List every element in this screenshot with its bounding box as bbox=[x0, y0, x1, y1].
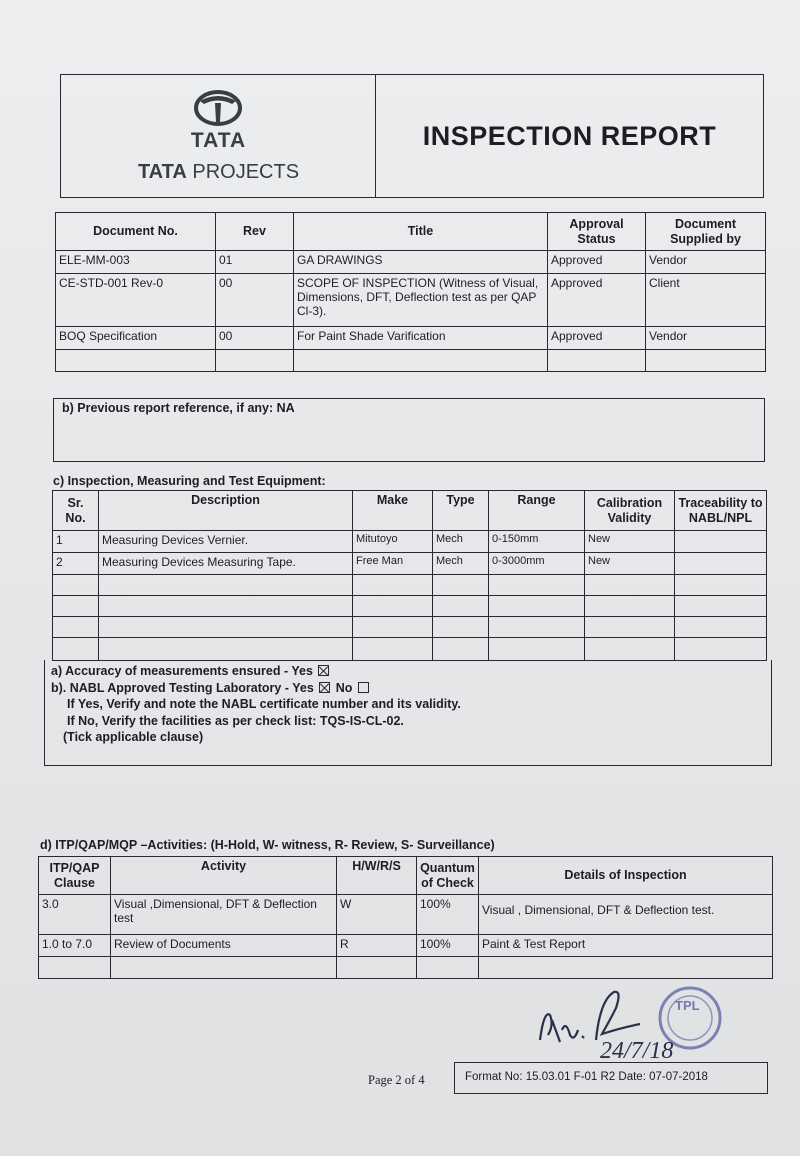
cell: For Paint Shade Varification bbox=[294, 327, 548, 350]
cell bbox=[99, 617, 353, 638]
col-make: Make bbox=[353, 491, 433, 531]
note-line: If Yes, Verify and note the NABL certificate number and its validity. bbox=[67, 697, 461, 711]
col-title: Title bbox=[294, 213, 548, 251]
format-number: Format No: 15.03.01 F-01 R2 Date: 07-07-2018 bbox=[454, 1062, 768, 1094]
cell bbox=[585, 596, 675, 617]
table-row bbox=[53, 553, 767, 575]
col-range: Range bbox=[489, 491, 585, 531]
note-line: If No, Verify the facilities as per check list: TQS-IS-CL-02. bbox=[67, 713, 404, 728]
activities-table bbox=[38, 856, 773, 979]
cell bbox=[353, 617, 433, 638]
col-supplied-by: Document Supplied by bbox=[646, 213, 766, 251]
cell: 100% bbox=[417, 935, 479, 957]
col-document-no: Document No. bbox=[56, 213, 216, 251]
cell bbox=[216, 350, 294, 372]
cell: CE-STD-001 Rev-0 bbox=[56, 274, 216, 327]
note-accuracy: a) Accuracy of measurements ensured - Yes bbox=[51, 663, 765, 680]
cell: 00 bbox=[216, 327, 294, 350]
table-row bbox=[53, 596, 767, 617]
cell bbox=[353, 575, 433, 596]
cell bbox=[489, 638, 585, 661]
checkbox-checked[interactable] bbox=[318, 665, 329, 676]
activities-heading: d) ITP/QAP/MQP –Activities: (H-Hold, W- witness, R- Review, S- Surveillance) bbox=[40, 838, 495, 852]
checkbox-yes-checked[interactable] bbox=[319, 682, 330, 693]
cell: Measuring Devices Vernier. bbox=[99, 531, 353, 553]
cell: Client bbox=[646, 274, 766, 327]
cell: GA DRAWINGS bbox=[294, 251, 548, 274]
previous-report-label: b) Previous report reference, if any: NA bbox=[62, 401, 295, 415]
company-logo bbox=[61, 75, 376, 197]
page-number: Page 2 of 4 bbox=[368, 1073, 425, 1087]
table-row bbox=[56, 274, 766, 327]
previous-report-box bbox=[53, 398, 765, 462]
cell: Mitutoyo bbox=[353, 531, 433, 553]
cell: Mech bbox=[433, 553, 489, 575]
table-row bbox=[56, 327, 766, 350]
note-line: (Tick applicable clause) bbox=[63, 730, 204, 744]
cell: BOQ Specification bbox=[56, 327, 216, 350]
cell bbox=[433, 596, 489, 617]
cell: Vendor bbox=[646, 251, 766, 274]
note-nabl: b). NABL Approved Testing Laboratory - Yes No bbox=[51, 680, 765, 697]
table-row bbox=[39, 895, 773, 935]
col-calibration-validity: Calibration Validity bbox=[585, 491, 675, 531]
col-type: Type bbox=[433, 491, 489, 531]
cell: 00 bbox=[216, 274, 294, 327]
col-approval-status: Approval Status bbox=[548, 213, 646, 251]
equipment-heading: c) Inspection, Measuring and Test Equipment: bbox=[53, 474, 326, 488]
documents-table bbox=[55, 212, 766, 372]
cell: Free Man bbox=[353, 553, 433, 575]
cell: Vendor bbox=[646, 327, 766, 350]
cell bbox=[39, 957, 111, 979]
cell: Paint & Test Report bbox=[479, 935, 773, 957]
page-title: INSPECTION REPORT bbox=[422, 120, 717, 151]
table-row bbox=[39, 957, 773, 979]
cell: Review of Documents bbox=[111, 935, 337, 957]
checkbox-no[interactable] bbox=[358, 682, 369, 693]
svg-text:24/7/18: 24/7/18 bbox=[600, 1038, 674, 1064]
cell bbox=[585, 638, 675, 661]
cell bbox=[56, 350, 216, 372]
cell bbox=[353, 596, 433, 617]
table-row bbox=[53, 575, 767, 596]
table-row bbox=[53, 531, 767, 553]
equipment-notes bbox=[44, 660, 772, 766]
cell bbox=[433, 617, 489, 638]
cell: New bbox=[585, 553, 675, 575]
cell bbox=[433, 638, 489, 661]
cell bbox=[675, 531, 767, 553]
cell: SCOPE OF INSPECTION (Witness of Visual, Dimensions, DFT, Deflection test as per QAP Cl-3). bbox=[294, 274, 548, 327]
cell bbox=[53, 596, 99, 617]
report-header bbox=[60, 74, 764, 198]
cell bbox=[585, 575, 675, 596]
cell bbox=[99, 596, 353, 617]
signature-stamp bbox=[530, 980, 740, 1065]
cell bbox=[489, 617, 585, 638]
cell bbox=[353, 638, 433, 661]
cell bbox=[675, 575, 767, 596]
cell: 2 bbox=[53, 553, 99, 575]
cell bbox=[433, 575, 489, 596]
cell: 3.0 bbox=[39, 895, 111, 935]
cell bbox=[585, 617, 675, 638]
logo-wordmark: TATA bbox=[190, 129, 247, 152]
table-row bbox=[56, 350, 766, 372]
table-row bbox=[56, 251, 766, 274]
cell bbox=[294, 350, 548, 372]
cell: 0-3000mm bbox=[489, 553, 585, 575]
cell: 100% bbox=[417, 895, 479, 935]
col-description: Description bbox=[99, 491, 353, 531]
table-row bbox=[53, 638, 767, 661]
cell bbox=[548, 350, 646, 372]
cell: Visual ,Dimensional, DFT & Deflection test bbox=[111, 895, 337, 935]
cell: 01 bbox=[216, 251, 294, 274]
col-sr-no: Sr. No. bbox=[53, 491, 99, 531]
table-row bbox=[53, 617, 767, 638]
cell bbox=[53, 617, 99, 638]
col-clause: ITP/QAP Clause bbox=[39, 857, 111, 895]
cell: Approved bbox=[548, 274, 646, 327]
col-traceability: Traceability to NABL/NPL bbox=[675, 491, 767, 531]
cell bbox=[53, 638, 99, 661]
cell: Approved bbox=[548, 327, 646, 350]
cell bbox=[675, 596, 767, 617]
cell: New bbox=[585, 531, 675, 553]
cell: Measuring Devices Measuring Tape. bbox=[99, 553, 353, 575]
cell bbox=[646, 350, 766, 372]
cell bbox=[675, 638, 767, 661]
logo-company-name: TATA PROJECTS bbox=[137, 161, 300, 183]
cell bbox=[337, 957, 417, 979]
col-rev: Rev bbox=[216, 213, 294, 251]
equipment-table bbox=[52, 490, 767, 661]
cell bbox=[53, 575, 99, 596]
cell bbox=[99, 575, 353, 596]
cell: Approved bbox=[548, 251, 646, 274]
cell bbox=[675, 617, 767, 638]
cell: 0-150mm bbox=[489, 531, 585, 553]
cell: 1.0 to 7.0 bbox=[39, 935, 111, 957]
cell bbox=[99, 638, 353, 661]
cell: R bbox=[337, 935, 417, 957]
cell bbox=[479, 957, 773, 979]
cell bbox=[489, 575, 585, 596]
cell: 1 bbox=[53, 531, 99, 553]
cell: Mech bbox=[433, 531, 489, 553]
col-hwrs: H/W/R/S bbox=[337, 857, 417, 895]
cell bbox=[417, 957, 479, 979]
col-details: Details of Inspection bbox=[479, 857, 773, 895]
cell: W bbox=[337, 895, 417, 935]
cell: Visual , Dimensional, DFT & Deflection test. bbox=[479, 895, 773, 935]
table-row bbox=[39, 935, 773, 957]
tata-logo-icon bbox=[194, 89, 242, 127]
col-quantum: Quantum of Check bbox=[417, 857, 479, 895]
cell: ELE-MM-003 bbox=[56, 251, 216, 274]
cell bbox=[675, 553, 767, 575]
svg-text:TPL: TPL bbox=[675, 998, 700, 1013]
cell bbox=[111, 957, 337, 979]
col-activity: Activity bbox=[111, 857, 337, 895]
cell bbox=[489, 596, 585, 617]
